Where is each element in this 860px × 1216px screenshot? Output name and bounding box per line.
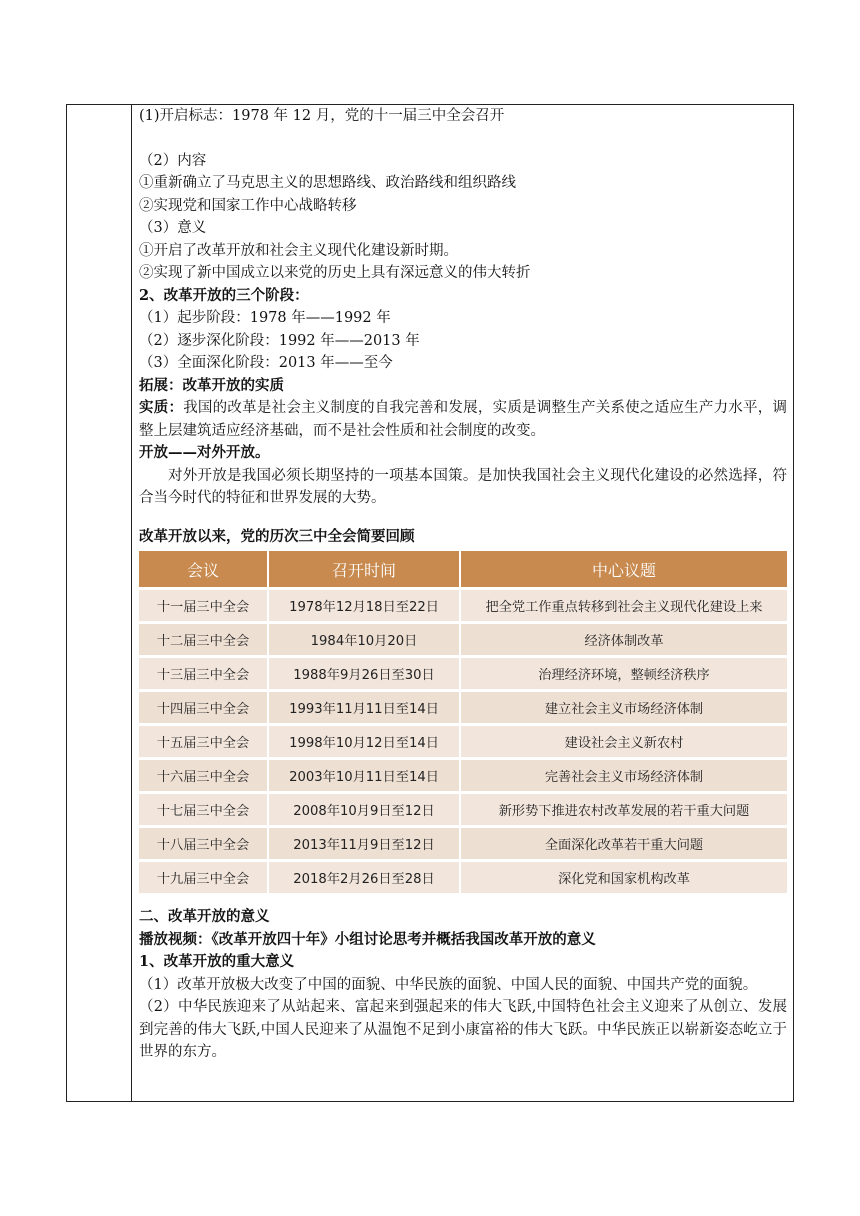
significance-label: （3）意义 (139, 220, 207, 236)
opening-heading: 开放——对外开放。 (139, 444, 270, 461)
table-row (139, 692, 787, 723)
essence-paragraph (139, 397, 787, 442)
cell-date: 1984年10月20日 (269, 624, 461, 655)
opening-paragraph: 对外开放是我国必须长期坚持的一项基本国策。是加快我国社会主义现代化建设的必然选择，符合当今时代的特征和世界发展的大势。 (139, 467, 787, 506)
opening-sign-line: (1)开启标志：1978 年 12 月，党的十一届三中全会召开 (139, 108, 505, 124)
essence-text: 我国的改革是社会主义制度的自我完善和发展，实质是调整生产关系使之适应生产力水平，调整上层建筑适应经济基础，而不是社会性质和社会制度的改变。 (139, 400, 788, 439)
cell-topic: 全面深化改革若干重大问题 (461, 828, 787, 859)
cell-topic: 建立社会主义市场经济体制 (461, 692, 787, 723)
table-row (139, 658, 787, 689)
cell-topic: 把全党工作重点转移到社会主义现代化建设上来 (461, 590, 787, 621)
significance-item-2: ②实现了新中国成立以来党的历史上具有深远意义的伟大转折 (139, 265, 531, 281)
significance-item-1: ①开启了改革开放和社会主义现代化建设新时期。 (139, 242, 458, 259)
significance-point-1: （1）改革开放极大改变了中国的面貌、中华民族的面貌、中国人民的面貌、中国共产党的面貌。 (139, 976, 758, 993)
content-item-2: ②实现党和国家工作中心战略转移 (139, 197, 357, 214)
cell-topic: 建设社会主义新农村 (461, 726, 787, 757)
cell-date: 1993年11月11日至14日 (269, 692, 461, 723)
cell-topic: 深化党和国家机构改革 (461, 862, 787, 893)
plenary-sessions-table (139, 548, 787, 896)
table-header-row (139, 551, 787, 587)
cell-date: 2018年2月26日至28日 (269, 862, 461, 893)
header-date: 召开时间 (269, 551, 461, 587)
cell-topic: 完善社会主义市场经济体制 (461, 760, 787, 791)
cell-topic: 治理经济环境，整顿经济秩序 (461, 658, 787, 689)
cell-meeting: 十八届三中全会 (139, 828, 269, 859)
table-row (139, 794, 787, 825)
lesson-table-frame (66, 104, 794, 1102)
table-row (139, 760, 787, 791)
cell-date: 2013年11月9日至12日 (269, 828, 461, 859)
table-row (139, 726, 787, 757)
video-prompt: 播放视频：《改革开放四十年》小组讨论思考并概括我国改革开放的意义 (139, 930, 596, 948)
cell-meeting: 十一届三中全会 (139, 590, 269, 621)
stage-3: （3）全面深化阶段：2013 年——至今 (139, 355, 393, 371)
cell-meeting: 十七届三中全会 (139, 794, 269, 825)
extension-heading: 拓展：改革开放的实质 (139, 376, 284, 394)
table-row (139, 862, 787, 893)
header-meeting: 会议 (139, 551, 269, 587)
table-title: 改革开放以来，党的历次三中全会简要回顾 (139, 527, 415, 545)
cell-topic: 新形势下推进农村改革发展的若干重大问题 (461, 794, 787, 825)
content-item-1: ①重新确立了马克思主义的思想路线、政治路线和组织路线 (139, 175, 516, 191)
table-row (139, 624, 787, 655)
stage-2: （2）逐步深化阶段：1992 年——2013 年 (139, 332, 420, 349)
content-label: （2）内容 (139, 152, 207, 169)
cell-date: 1998年10月12日至14日 (269, 726, 461, 757)
cell-meeting: 十九届三中全会 (139, 862, 269, 893)
stage-1: （1）起步阶段：1978 年——1992 年 (139, 310, 391, 326)
cell-topic: 经济体制改革 (461, 624, 787, 655)
table-row (139, 590, 787, 621)
cell-date: 2008年10月9日至12日 (269, 794, 461, 825)
header-topic: 中心议题 (461, 551, 787, 587)
lesson-content (139, 105, 787, 1064)
cell-meeting: 十四届三中全会 (139, 692, 269, 723)
stages-heading: 2、改革开放的三个阶段： (139, 286, 309, 304)
column-divider (131, 105, 132, 1101)
part2-heading: 二、改革开放的意义 (139, 908, 270, 925)
cell-meeting: 十三届三中全会 (139, 658, 269, 689)
cell-meeting: 十二届三中全会 (139, 624, 269, 655)
table-row (139, 828, 787, 859)
significance-point-2: （2）中华民族迎来了从站起来、富起来到强起来的伟大飞跃,中国特色社会主义迎来了从创立、发展到完善的伟大飞跃,中国人民迎来了从温饱不足到小康富裕的伟大飞跃。中华民族正以崭新姿态屹立于世界的东方。 (139, 999, 787, 1060)
cell-meeting: 十六届三中全会 (139, 760, 269, 791)
cell-date: 2003年10月11日至14日 (269, 760, 461, 791)
significance-sub-heading: 1、改革开放的重大意义 (139, 953, 295, 970)
cell-date: 1978年12月18日至22日 (269, 590, 461, 621)
cell-date: 1988年9月26日至30日 (269, 658, 461, 689)
essence-label: 实质： (139, 399, 184, 416)
cell-meeting: 十五届三中全会 (139, 726, 269, 757)
